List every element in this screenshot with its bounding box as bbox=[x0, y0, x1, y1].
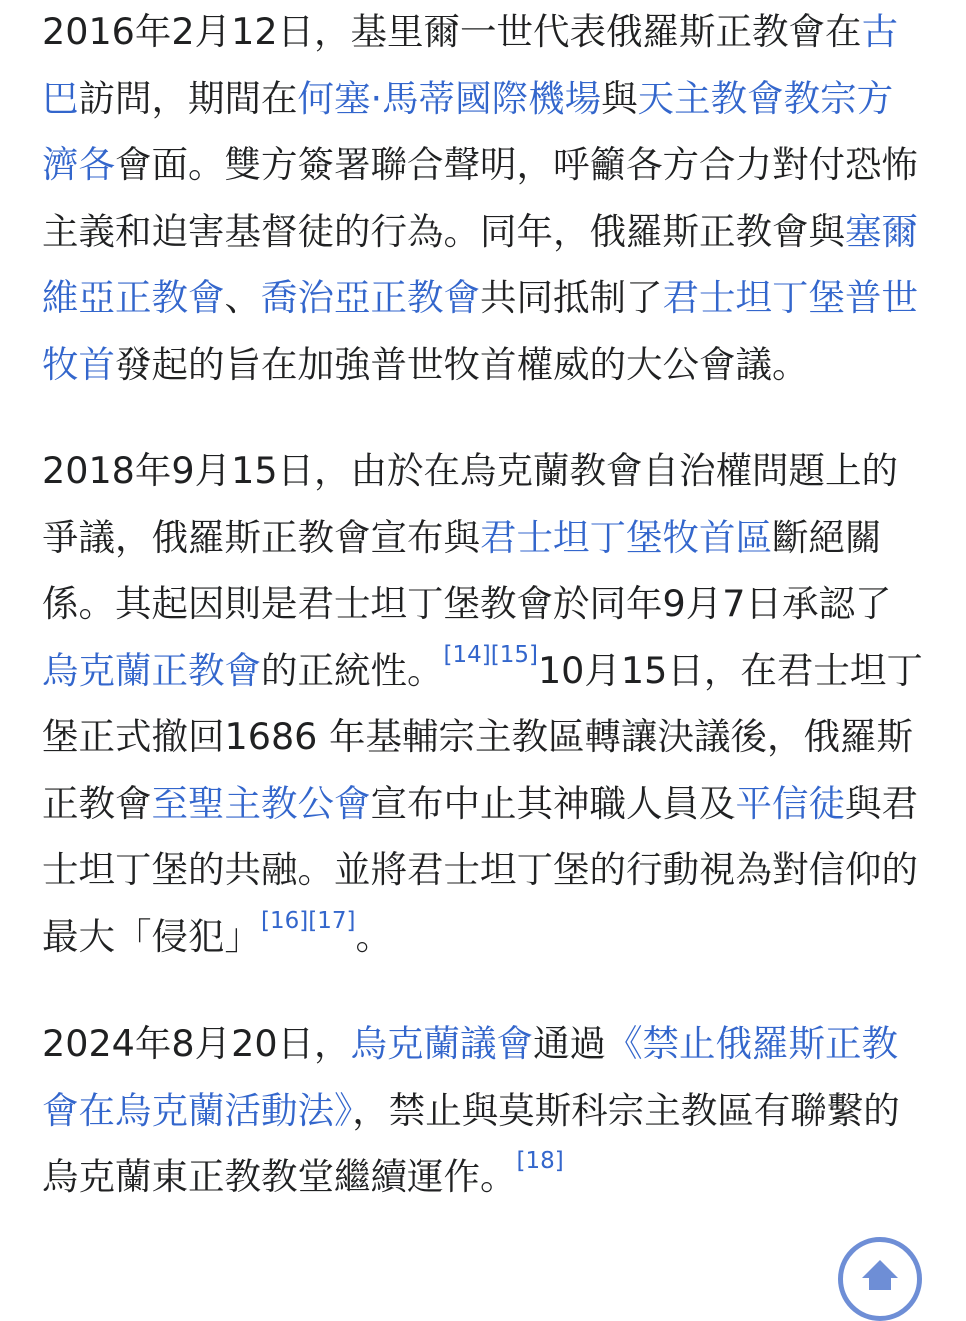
link-orthodox-church-of-ukraine[interactable]: 烏克蘭正教會 bbox=[42, 648, 261, 692]
link-laity[interactable]: 平信徒 bbox=[735, 781, 845, 825]
paragraph-text: 宣布中止其神職人員及 bbox=[370, 781, 736, 825]
paragraph-text: 2016年2月12日，基里爾一世代表俄羅斯正教會在 bbox=[42, 10, 862, 53]
paragraph-2024 bbox=[42, 1011, 924, 1211]
link-georgian-orthodox-church[interactable]: 喬治亞正教會 bbox=[261, 276, 480, 319]
link-ecumenical-patriarchate[interactable]: 君士坦丁堡牧首區 bbox=[480, 515, 772, 559]
paragraph-text: 會面。雙方簽署聯合聲明，呼籲各方合力對付恐怖主義和迫害基督徒的行為。同年，俄羅斯正教會與 bbox=[42, 143, 918, 253]
link-ban-law[interactable]: 《禁止俄羅斯正教會在烏克蘭活動法》 bbox=[42, 1022, 899, 1132]
link-serbian-orthodox-church[interactable]: 塞爾維亞正教會 bbox=[42, 209, 918, 319]
paragraph-text: 10月15日，在君士坦丁堡正式撤回1686 年基輔宗主教區轉讓決議後，俄羅斯正教會 bbox=[42, 648, 923, 825]
paragraph-text: 訪問，期間在 bbox=[78, 76, 298, 120]
paragraph-2016 bbox=[42, 0, 924, 398]
link-jose-marti-airport[interactable]: 何塞·馬蒂國際機場 bbox=[297, 76, 602, 120]
citation-18[interactable]: [18] bbox=[516, 1148, 564, 1174]
scroll-to-top-button[interactable] bbox=[838, 1237, 922, 1321]
paragraph-text: ，禁止與莫斯科宗主教區有聯繫的烏克蘭東正教教堂繼續運作。 bbox=[42, 1088, 900, 1198]
link-ecumenical-patriarch[interactable]: 君士坦丁堡普世牧首 bbox=[42, 276, 918, 386]
paragraph-text: 通過 bbox=[533, 1022, 607, 1065]
paragraph-text: 。 bbox=[355, 914, 392, 958]
paragraph-text: 2018年9月15日，由於在烏克蘭教會自治權問題上的爭議，俄羅斯正教會宣布與 bbox=[42, 449, 899, 559]
paragraph-text: 斷絕關係。其起因則是君士坦丁堡教會於同年9月7日承認了 bbox=[42, 515, 892, 625]
paragraph-text: 共同抵制了 bbox=[480, 276, 663, 319]
link-cuba[interactable]: 古巴 bbox=[42, 10, 899, 120]
citation-16[interactable]: [16] bbox=[261, 907, 309, 934]
paragraph-text: 與 bbox=[601, 76, 638, 120]
paragraph-text: 發起的旨在加強普世牧首權威的大公會議。 bbox=[115, 342, 809, 386]
paragraph-text: 與君士坦丁堡的共融。並將君士坦丁堡的行動視為對信仰的最大「侵犯」 bbox=[42, 781, 918, 958]
paragraph-text: 、 bbox=[224, 276, 261, 319]
citation-15[interactable]: [15] bbox=[490, 641, 538, 668]
paragraph-text: 2024年8月20日， bbox=[42, 1022, 351, 1065]
link-holy-synod[interactable]: 至聖主教公會 bbox=[151, 781, 371, 825]
paragraph-text: 的正統性。 bbox=[261, 648, 444, 692]
paragraph-2018 bbox=[42, 438, 924, 970]
citation-17[interactable]: [17] bbox=[308, 907, 356, 934]
citation-14[interactable]: [14] bbox=[443, 641, 491, 668]
link-verkhovna-rada[interactable]: 烏克蘭議會 bbox=[350, 1022, 534, 1065]
link-pope-francis[interactable]: 天主教會教宗方濟各 bbox=[42, 76, 894, 186]
arrow-up-icon bbox=[858, 1256, 902, 1292]
